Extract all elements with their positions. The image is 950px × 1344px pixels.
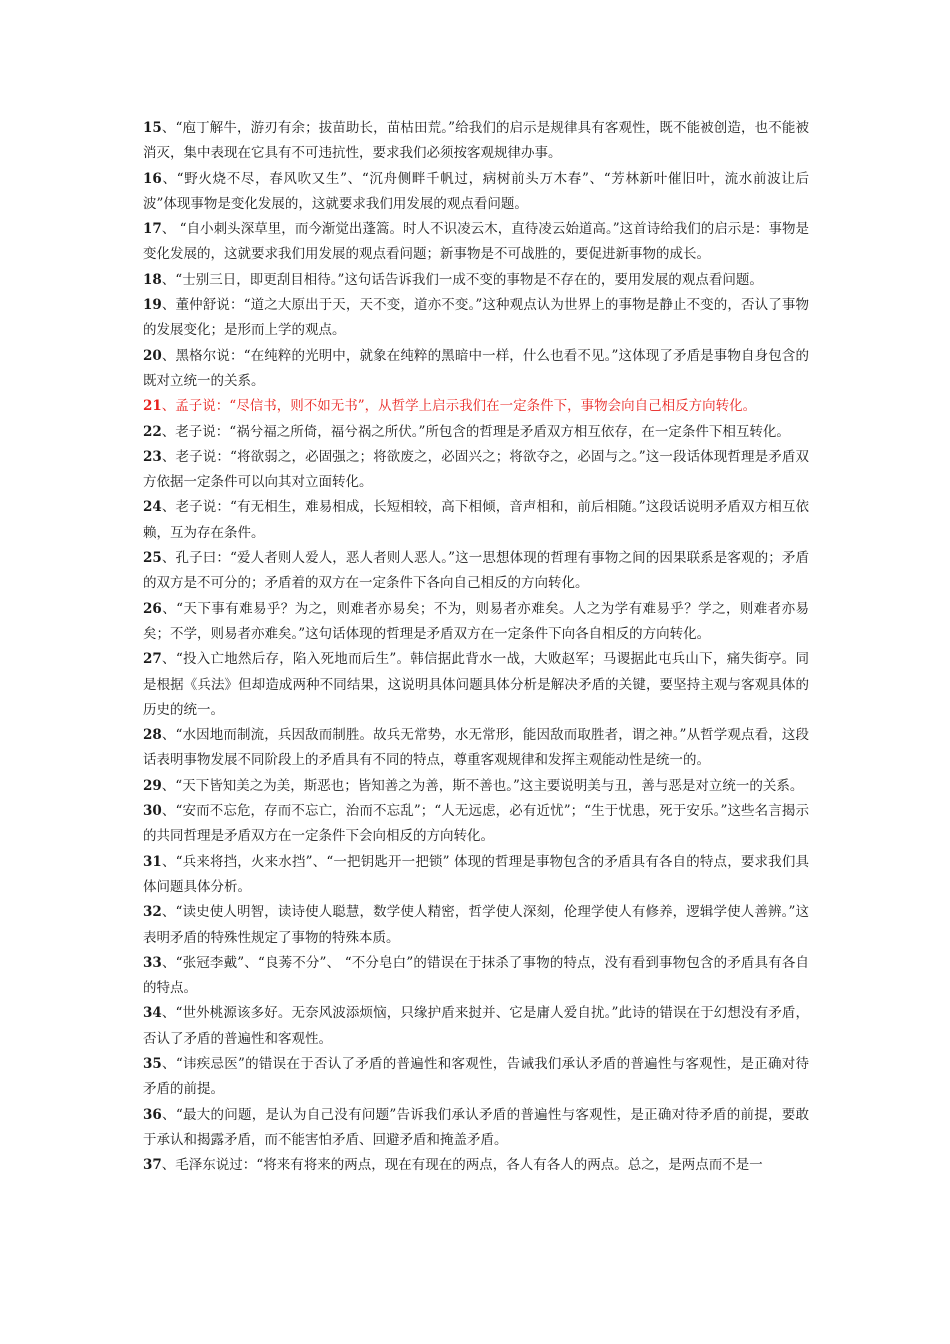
document-body	[143, 116, 809, 1178]
quote-item-27	[143, 647, 809, 723]
quote-item-30	[143, 799, 809, 850]
item-text: 、毛泽东说过：“将来有将来的两点，现在有现在的两点，各人有各人的两点。总之，是两点而不是一	[161, 1157, 763, 1174]
item-text: 、老子说：“有无相生，难易相成，长短相较，高下相倾，音声相和，前后相随。”这段话说明矛盾双方相互依赖，互为存在条件。	[143, 499, 809, 541]
quote-item-20	[143, 344, 809, 395]
quote-item-18	[143, 268, 809, 293]
item-text: 、“水因地而制流，兵因敌而制胜。故兵无常势，水无常形，能因敌而取胜者，谓之神。”从哲学观点看，这段话表明事物发展不同阶段上的矛盾具有不同的特点，尊重客观规律和发挥主观能动性是统一的。	[143, 727, 809, 769]
item-number: 24	[143, 499, 162, 516]
quote-item-24	[143, 495, 809, 546]
item-text: 、“天下事有难易乎？为之，则难者亦易矣；不为，则易者亦难矣。人之为学有难易乎？学之，则难者亦易矣；不学，则易者亦难矣。”这句话体现的哲理是矛盾双方在一定条件下向各自相反的方向转化。	[143, 600, 809, 642]
item-number: 28	[143, 727, 162, 744]
item-text: 、孟子说：“尽信书，则不如无书”，从哲学上启示我们在一定条件下，事物会向自己相反方向转化。	[161, 398, 757, 415]
item-text: 、 “自小刺头深草里，而今渐觉出蓬篙。时人不识凌云木，直待凌云始道高。”这首诗给我们的启示是：事物是变化发展的，这就要求我们用发展的观点看问题；新事物是不可战胜的，要促进新事物的成长。	[143, 221, 809, 263]
quote-item-35	[143, 1052, 809, 1103]
item-number: 27	[143, 651, 162, 668]
item-number: 17	[143, 221, 162, 238]
item-number: 26	[143, 600, 162, 617]
item-number: 29	[143, 777, 162, 794]
item-text: 、“安而不忘危，存而不忘亡，治而不忘乱”；“人无远虑，必有近忧”；“生于忧患，死于安乐。”这些名言揭示的共同哲理是矛盾双方在一定条件下会向相反的方向转化。	[143, 803, 809, 845]
quote-item-25	[143, 546, 809, 597]
item-number: 33	[143, 954, 162, 971]
item-number: 20	[143, 347, 162, 364]
item-text: 、董仲舒说：“道之大原出于天，天不变，道亦不变。”这种观点认为世界上的事物是静止不变的，否认了事物的发展变化；是形而上学的观点。	[143, 297, 809, 339]
item-text: 、“读史使人明智，读诗使人聪慧，数学使人精密，哲学使人深刻，伦理学使人有修养，逻辑学使人善辨。”这表明矛盾的特殊性规定了事物的特殊本质。	[143, 904, 809, 946]
item-text: 、“投入亡地然后存，陷入死地而后生”。韩信据此背水一战，大败赵军；马谡据此屯兵山下，痛失街亭。同是根据《兵法》但却造成两种不同结果，这说明具体问题具体分析是解决矛盾的关键，要坚持主观与客观具体的历史的统一。	[143, 651, 809, 718]
item-number: 32	[143, 904, 162, 921]
quote-item-16	[143, 167, 809, 218]
item-number: 16	[143, 170, 162, 187]
item-number: 18	[143, 271, 162, 288]
item-number: 21	[143, 398, 162, 415]
quote-item-33	[143, 951, 809, 1002]
quote-item-37	[143, 1153, 809, 1178]
item-number: 19	[143, 297, 162, 314]
quote-item-28	[143, 723, 809, 774]
item-text: 、“士别三日，即更刮目相待。”这句话告诉我们一成不变的事物是不存在的，要用发展的观点看问题。	[161, 271, 763, 288]
item-text: 、老子说：“将欲弱之，必固强之；将欲废之，必固兴之；将欲夺之，必固与之。”这一段话体现哲理是矛盾双方依据一定条件可以向其对立面转化。	[143, 448, 809, 491]
item-number: 30	[143, 803, 162, 820]
item-text: 、“天下皆知美之为美，斯恶也；皆知善之为善，斯不善也。”这主要说明美与丑，善与恶是对立统一的关系。	[161, 777, 804, 794]
quote-item-19	[143, 293, 809, 344]
item-number: 31	[143, 853, 162, 870]
item-text: 、“野火烧不尽，春风吹又生”、“沉舟侧畔千帆过，病树前头万木春”、“芳林新叶催旧叶，流水前波让后波”体现事物是变化发展的，这就要求我们用发展的观点看问题。	[143, 170, 809, 212]
item-number: 35	[143, 1055, 162, 1072]
item-text: 、“张冠李戴”、“良莠不分”、 “不分皂白”的错误在于抹杀了事物的特点，没有看到事物包含的矛盾具有各自的特点。	[143, 954, 809, 997]
quote-item-34	[143, 1001, 809, 1052]
item-number: 37	[143, 1157, 162, 1174]
quote-item-31	[143, 850, 809, 901]
quote-item-32	[143, 900, 809, 951]
quote-item-21	[143, 394, 809, 419]
item-text: 、“兵来将挡，火来水挡”、“一把钥匙开一把锁” 体现的哲理是事物包含的矛盾具有各自的特点，要求我们具体问题具体分析。	[143, 853, 809, 895]
item-text: 、“世外桃源该多好。无奈风波添烦恼，只缘护盾来挝并、它是庸人爱自扰。”此诗的错误在于幻想没有矛盾，否认了矛盾的普遍性和客观性。	[143, 1005, 809, 1047]
quote-item-29	[143, 774, 809, 799]
item-text: 、孔子曰：“爱人者则人爱人，恶人者则人恶人。”这一思想体现的哲理有事物之间的因果联系是客观的；矛盾的双方是不可分的；矛盾着的双方在一定条件下各向自己相反的方向转化。	[143, 550, 809, 592]
quote-item-22	[143, 420, 809, 445]
item-number: 36	[143, 1106, 162, 1123]
item-text: 、“庖丁解牛，游刃有余；拔苗助长，苗枯田荒。”给我们的启示是规律具有客观性，既不能被创造，也不能被消灭，集中表现在它具有不可违抗性，要求我们必须按客观规律办事。	[143, 120, 809, 162]
item-number: 15	[143, 120, 162, 136]
quote-item-23	[143, 445, 809, 496]
item-number: 34	[143, 1005, 162, 1022]
item-number: 23	[143, 448, 162, 465]
item-number: 22	[143, 423, 162, 440]
quote-item-36	[143, 1103, 809, 1154]
quote-item-17	[143, 217, 809, 268]
item-text: 、黑格尔说：“在纯粹的光明中，就象在纯粹的黑暗中一样，什么也看不见。”这体现了矛盾是事物自身包含的既对立统一的关系。	[143, 347, 809, 389]
item-text: 、“最大的问题，是认为自己没有问题”告诉我们承认矛盾的普遍性与客观性，是正确对待矛盾的前提，要敢于承认和揭露矛盾，而不能害怕矛盾、回避矛盾和掩盖矛盾。	[143, 1106, 809, 1148]
item-text: 、老子说：“祸兮福之所倚，福兮祸之所伏。”所包含的哲理是矛盾双方相互依存，在一定条件下相互转化。	[161, 423, 790, 440]
quote-item-15	[143, 116, 809, 167]
quote-item-26	[143, 597, 809, 648]
item-text: 、“讳疾忌医”的错误在于否认了矛盾的普遍性和客观性，告诫我们承认矛盾的普遍性与客观性，是正确对待矛盾的前提。	[143, 1055, 809, 1098]
item-number: 25	[143, 550, 162, 567]
